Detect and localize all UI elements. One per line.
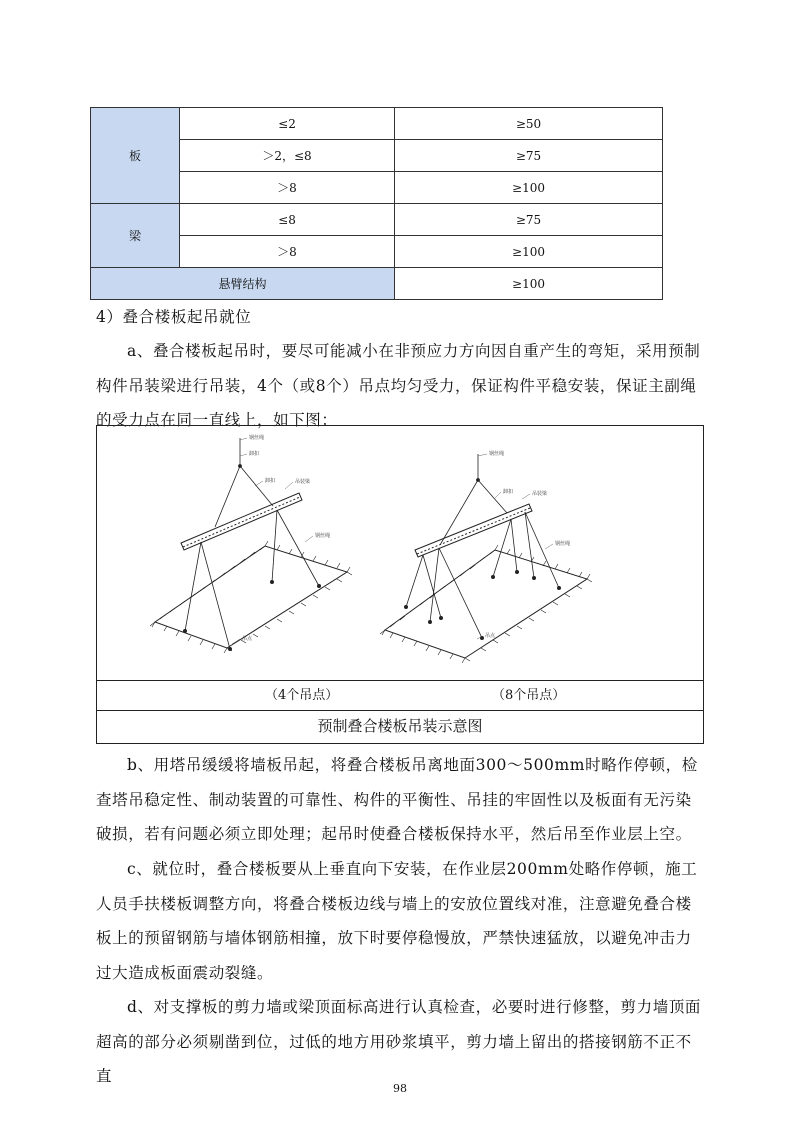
figure-divider [97, 680, 703, 681]
label-hook: 卸扣 [249, 451, 260, 457]
span-cell: ＞8 [180, 172, 395, 204]
span-cell: ≤2 [180, 108, 395, 140]
strength-cell: ≥100 [395, 268, 663, 300]
label-hook: 卸扣 [503, 489, 514, 495]
strength-cell: ≥50 [395, 108, 663, 140]
left-callouts [232, 438, 313, 644]
figure-divider [97, 710, 703, 711]
strength-cell: ≥100 [395, 236, 663, 268]
label-point: 吊点 [242, 636, 253, 642]
strength-cell: ≥75 [395, 204, 663, 236]
label-rope2: 钢丝绳 [555, 541, 571, 547]
span-cell: ＞2，≤8 [180, 140, 395, 172]
span-cell: ＞8 [180, 236, 395, 268]
caption-8-points: （8个吊点） [492, 688, 566, 703]
right-hatching [380, 545, 592, 663]
strength-cell: ≥100 [395, 172, 663, 204]
paragraph-c: c、就位时，叠合楼板要从上垂直向下安装，在作业层200mm处略作停顿，施工人员手扶楼板调整方向，将叠合楼板边线与墙上的安放位置线对准，注意避免叠合楼板上的预留钢筋与墙体钢筋相撞，放下时要停稳慢放，严禁快速猛放，以避免冲击力过大造成板面震动裂缝。 [96, 860, 698, 982]
group-cell: 悬臂结构 [91, 268, 395, 300]
label-rope2: 钢丝绳 [315, 533, 331, 539]
label-rope: 钢丝绳 [489, 451, 505, 457]
group-cell: 板 [91, 108, 180, 204]
label-shackle: 卸扣 [265, 478, 276, 484]
right-callouts [477, 454, 553, 639]
lifting-diagram [97, 426, 703, 680]
span-cell: ≤8 [180, 204, 395, 236]
table-row [91, 268, 663, 300]
left-ropes [183, 438, 320, 651]
group-cell: 梁 [91, 204, 180, 268]
caption-4-points: （4个吊点） [265, 688, 339, 703]
table-row [91, 108, 663, 140]
left-slab [155, 546, 347, 648]
paragraph-d: d、对支撑板的剪力墙或梁顶面标高进行认真检查，必要时进行修整，剪力墙顶面超高的部分必须剔凿到位，过低的地方用砂浆填平，剪力墙上留出的搭接钢筋不正不直 [96, 998, 702, 1085]
lifting-figure [96, 425, 704, 744]
table-row [91, 204, 663, 236]
strength-cell: ≥75 [395, 140, 663, 172]
strength-table [90, 107, 663, 300]
label-beam: 吊装梁 [295, 479, 311, 485]
label-rope: 钢丝绳 [249, 435, 265, 441]
paragraph-b: b、用塔吊缓缓将墙板吊起，将叠合楼板吊离地面300～500mm时略作停顿，检查塔吊稳定性、制动装置的可靠性、构件的平衡性、吊挂的牢固性以及板面有无污染破损，若有问题必须立即处理；起吊时使叠合楼板保持水平，然后吊至作业层上空。 [96, 756, 698, 843]
label-point: 吊点 [485, 633, 496, 639]
page-number: 98 [393, 1082, 407, 1095]
figure-title: 预制叠合楼板吊装示意图 [317, 717, 483, 735]
left-lifting-beam [181, 493, 302, 550]
section-heading: 4）叠合楼板起吊就位 [96, 308, 252, 326]
paragraph-a: a、叠合楼板起吊时，要尽可能减小在非预应力方向因自重产生的弯矩，采用预制构件吊装梁进行吊装，4个（或8个）吊点均匀受力，保证构件平稳安装，保证主副绳的受力点在同一直线上，如下图： [96, 342, 701, 429]
label-beam: 吊装梁 [532, 491, 548, 497]
